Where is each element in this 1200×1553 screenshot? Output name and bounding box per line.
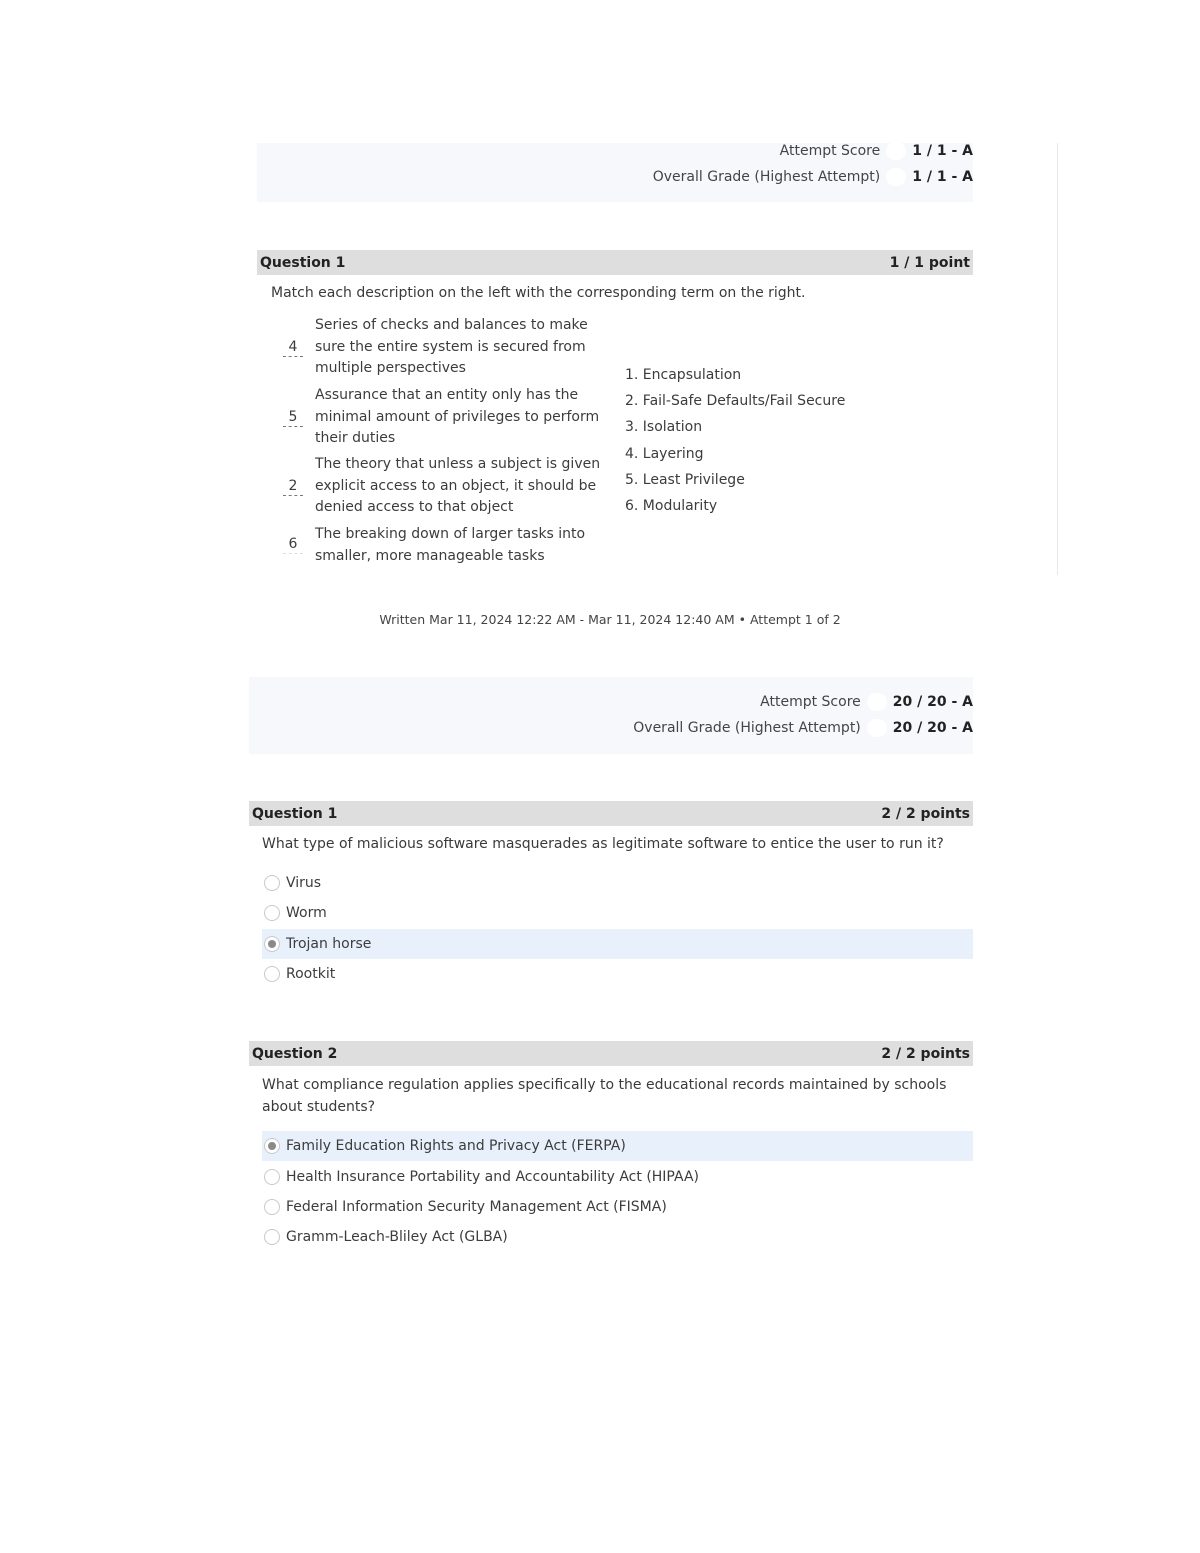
answer-options	[262, 869, 973, 994]
match-description: The theory that unless a subject is given explicit access to an object, it should be denied access to that object	[315, 456, 601, 515]
attempt-score-value: 20 / 20 - A	[892, 694, 973, 710]
option-label: Worm	[286, 905, 327, 921]
answer-option[interactable]	[262, 869, 973, 897]
radio-button-checked[interactable]	[264, 1138, 280, 1154]
option-label: Virus	[286, 875, 322, 891]
match-row	[271, 524, 605, 567]
term-list	[625, 362, 955, 519]
attempt-meta: Written Mar 11, 2024 12:22 AM - Mar 11, 2024 12:40 AM • Attempt 1 of 2	[379, 612, 841, 627]
term-item: 6. Modularity	[625, 498, 718, 515]
match-row	[271, 454, 605, 519]
option-label: Rootkit	[286, 966, 336, 982]
overall-grade-row	[653, 164, 973, 190]
term-item: 4. Layering	[625, 445, 704, 462]
question-prompt: What compliance regulation applies specifically to the educational records maintained by schools about students?	[262, 1077, 947, 1115]
score-pill	[867, 719, 887, 737]
question-header	[249, 801, 973, 826]
question-header	[249, 1041, 973, 1066]
radio-button[interactable]	[264, 875, 280, 891]
match-answer: 5	[271, 385, 315, 450]
term-item: 3. Isolation	[625, 419, 703, 436]
radio-button[interactable]	[264, 1199, 280, 1215]
term-item: 5. Least Privilege	[625, 471, 745, 488]
option-label: Trojan horse	[286, 936, 372, 952]
overall-grade-value: 20 / 20 - A	[892, 720, 973, 736]
overall-grade-label: Overall Grade (Highest Attempt)	[652, 169, 881, 185]
answer-option[interactable]	[262, 1223, 973, 1251]
option-label: Health Insurance Portability and Accountability Act (HIPAA)	[286, 1169, 699, 1185]
answer-option[interactable]	[262, 1193, 973, 1221]
attempt-score-row	[780, 138, 973, 164]
option-label: Family Education Rights and Privacy Act (FERPA)	[286, 1138, 626, 1154]
question-points: 1 / 1 point	[889, 254, 970, 271]
match-answer: 4	[271, 315, 315, 380]
match-description: Series of checks and balances to make sure the entire system is secured from multiple perspectives	[315, 317, 588, 376]
overall-grade-label: Overall Grade (Highest Attempt)	[633, 720, 861, 736]
term-item: 2. Fail-Safe Defaults/Fail Secure	[625, 393, 846, 410]
question-header	[257, 250, 973, 275]
overall-grade-row	[633, 715, 973, 741]
radio-button-checked[interactable]	[264, 936, 280, 952]
term-item: 1. Encapsulation	[625, 367, 742, 383]
answer-option[interactable]	[262, 960, 973, 988]
attempt-score-label: Attempt Score	[779, 143, 881, 159]
overall-grade-value: 1 / 1 - A	[912, 169, 973, 185]
attempt-score-row	[760, 689, 973, 715]
score-pill	[867, 693, 887, 711]
answer-option[interactable]	[262, 899, 973, 927]
matching-list	[271, 315, 611, 575]
match-row	[271, 385, 605, 450]
match-answer: 6	[271, 524, 315, 567]
question-title: Question 1	[252, 805, 338, 822]
match-description: Assurance that an entity only has the minimal amount of privileges to perform their duties	[315, 387, 600, 446]
question-prompt: What type of malicious software masquerades as legitimate software to entice the user to run it?	[262, 836, 944, 852]
score-pill	[886, 168, 906, 186]
answer-option-selected[interactable]	[262, 929, 973, 959]
match-row	[271, 315, 605, 380]
attempt1-score-summary	[257, 143, 973, 202]
question-points: 2 / 2 points	[881, 805, 970, 822]
question-title: Question 1	[260, 254, 346, 271]
attempt-score-value: 1 / 1 - A	[912, 143, 973, 159]
radio-button[interactable]	[264, 966, 280, 982]
option-label: Federal Information Security Management Act (FISMA)	[286, 1199, 667, 1215]
match-description: The breaking down of larger tasks into smaller, more manageable tasks	[315, 526, 586, 564]
question-title: Question 2	[252, 1045, 338, 1062]
answer-option-selected[interactable]	[262, 1131, 973, 1161]
page-divider-line	[1057, 143, 1058, 575]
radio-button[interactable]	[264, 1169, 280, 1185]
question-points: 2 / 2 points	[881, 1045, 970, 1062]
question-prompt: Match each description on the left with the corresponding term on the right.	[271, 285, 806, 301]
radio-button[interactable]	[264, 905, 280, 921]
attempt2-score-summary	[249, 677, 973, 754]
radio-button[interactable]	[264, 1229, 280, 1245]
answer-options	[262, 1131, 973, 1256]
answer-option[interactable]	[262, 1163, 973, 1191]
match-answer: 2	[271, 454, 315, 519]
score-pill	[886, 142, 906, 160]
option-label: Gramm-Leach-Bliley Act (GLBA)	[286, 1229, 508, 1245]
attempt-score-label: Attempt Score	[760, 694, 861, 710]
